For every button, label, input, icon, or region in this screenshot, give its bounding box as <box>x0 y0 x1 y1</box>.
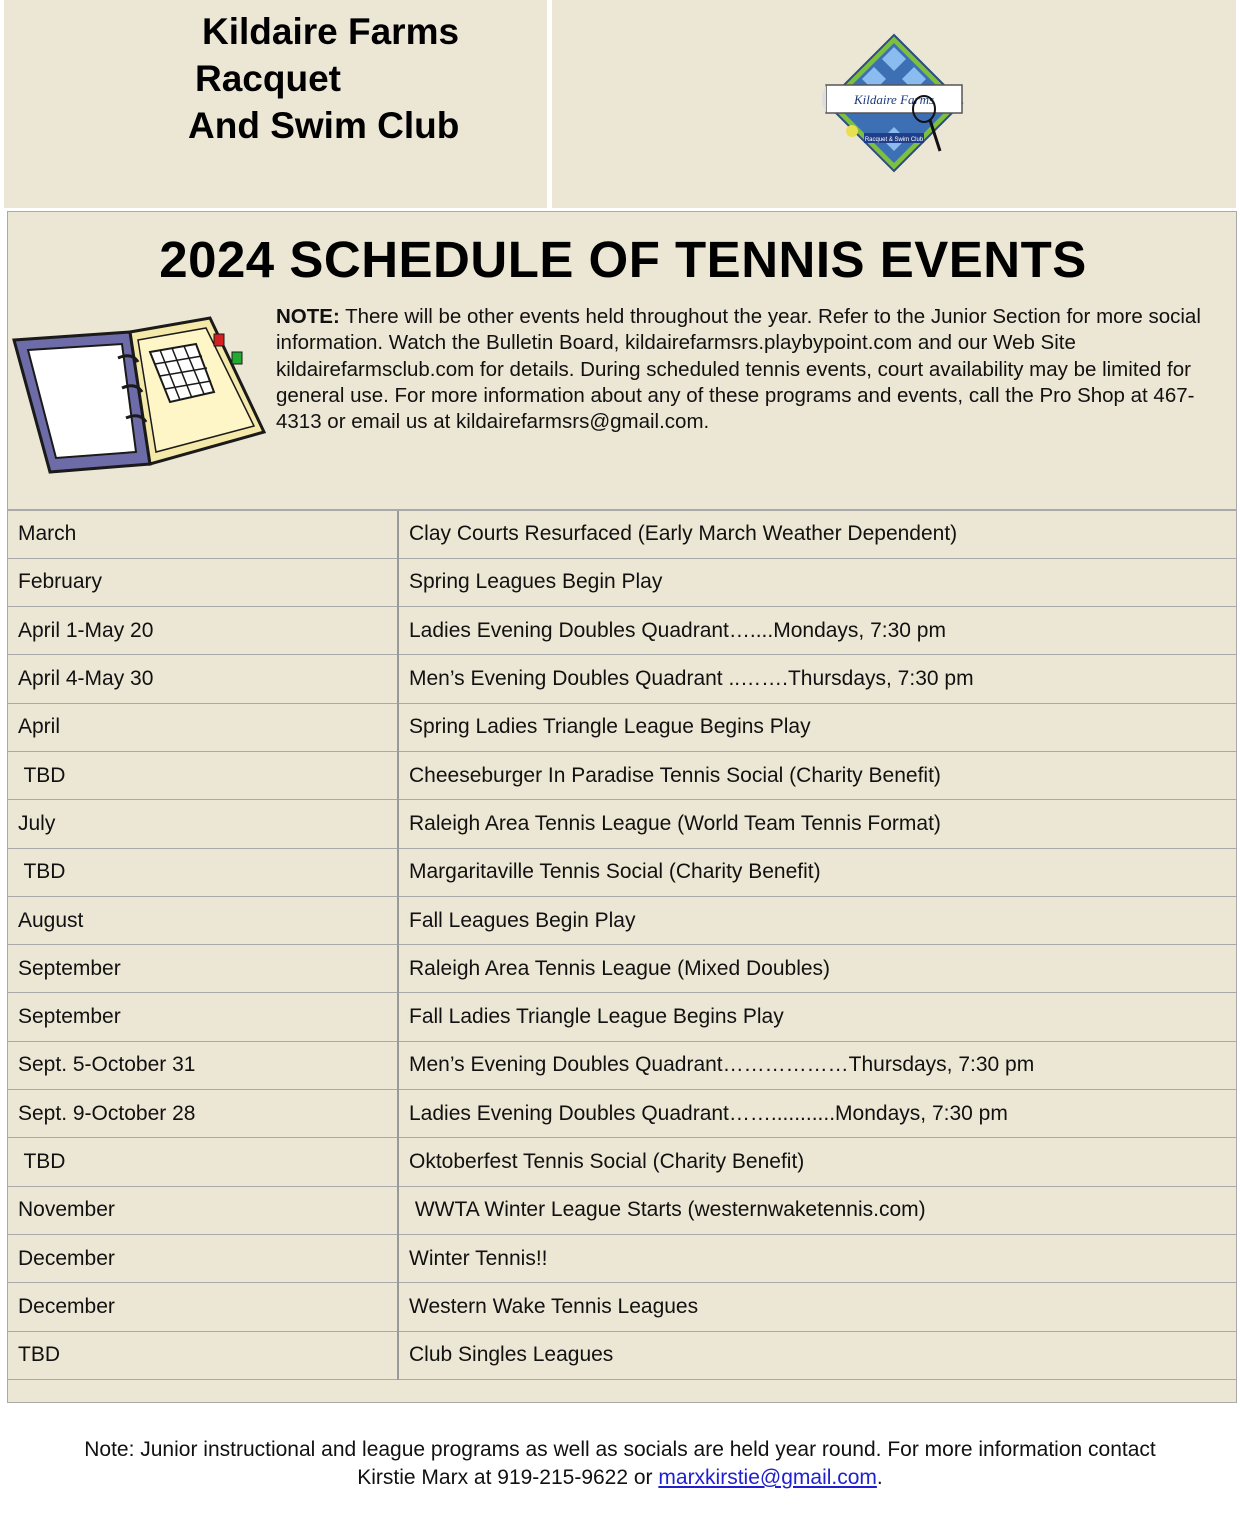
event-description: Men’s Evening Doubles Quadrant ..…….Thursdays, 7:30 pm <box>398 655 1236 703</box>
event-description: Men’s Evening Doubles Quadrant………………Thursdays, 7:30 pm <box>398 1041 1236 1089</box>
table-row <box>8 1138 1236 1186</box>
event-date: TBD <box>8 848 398 896</box>
event-date: Sept. 9-October 28 <box>8 1090 398 1138</box>
schedule-panel <box>7 211 1237 1403</box>
logo-subtext: Racquet & Swim Club <box>864 137 924 143</box>
table-row <box>8 1283 1236 1331</box>
event-description: Spring Leagues Begin Play <box>398 558 1236 606</box>
club-name-line1: Kildaire Farms <box>202 11 460 52</box>
club-name-line3: And Swim Club <box>188 105 460 146</box>
page-title: 2024 SCHEDULE OF TENNIS EVENTS <box>159 231 1087 288</box>
note-label: NOTE: <box>276 305 340 328</box>
event-description: Fall Ladies Triangle League Begins Play <box>398 993 1236 1041</box>
event-description: Clay Courts Resurfaced (Early March Weather Dependent) <box>398 510 1236 558</box>
event-date: August <box>8 896 398 944</box>
event-date: April 1-May 20 <box>8 607 398 655</box>
event-description: Ladies Evening Doubles Quadrant…....Mondays, 7:30 pm <box>398 607 1236 655</box>
event-description: Club Singles Leagues <box>398 1331 1236 1379</box>
event-description: WWTA Winter League Starts (westernwaketennis.com) <box>398 1186 1236 1234</box>
email-link[interactable]: marxkirstie@gmail.com <box>658 1466 877 1489</box>
event-date: February <box>8 558 398 606</box>
event-description: Raleigh Area Tennis League (Mixed Doubles) <box>398 945 1236 993</box>
table-row <box>8 1234 1236 1282</box>
table-row <box>8 703 1236 751</box>
header-logo-panel <box>552 0 1236 208</box>
footer-line2 <box>0 1464 1240 1492</box>
header-club-name-panel <box>4 0 547 208</box>
footer-note <box>0 1436 1240 1492</box>
event-date: September <box>8 945 398 993</box>
table-row <box>8 1041 1236 1089</box>
event-description: Margaritaville Tennis Social (Charity Benefit) <box>398 848 1236 896</box>
note-paragraph <box>276 304 1226 435</box>
events-table <box>8 509 1236 1380</box>
binder-icon <box>10 314 268 474</box>
table-row <box>8 655 1236 703</box>
footer-line2-suffix: . <box>876 1466 883 1489</box>
note-body: There will be other events held throughout the year. Refer to the Junior Section for more social information. Watch the Bulletin Board, kildairefarmsrs.playbypoint.com and our Web Site kildairefarmsclub.com for details. During scheduled tennis events, court availability may be limited for general use. For more information about any of these programs and events, call the Pro Shop at 467-4313 or email us at kildairefarmsrs@gmail.com. <box>276 305 1201 434</box>
club-name-line2: Racquet <box>195 58 341 99</box>
table-row <box>8 993 1236 1041</box>
table-row <box>8 751 1236 799</box>
table-row <box>8 896 1236 944</box>
event-date: TBD <box>8 1331 398 1379</box>
event-description: Spring Ladies Triangle League Begins Play <box>398 703 1236 751</box>
event-date: April 4-May 30 <box>8 655 398 703</box>
event-date: TBD <box>8 1138 398 1186</box>
event-description: Winter Tennis!! <box>398 1234 1236 1282</box>
club-logo <box>822 33 967 173</box>
table-row <box>8 510 1236 558</box>
event-date: September <box>8 993 398 1041</box>
event-description: Western Wake Tennis Leagues <box>398 1283 1236 1331</box>
event-description: Raleigh Area Tennis League (World Team Tennis Format) <box>398 800 1236 848</box>
table-row <box>8 1186 1236 1234</box>
table-row <box>8 558 1236 606</box>
event-date: April <box>8 703 398 751</box>
table-row <box>8 1090 1236 1138</box>
event-description: Fall Leagues Begin Play <box>398 896 1236 944</box>
event-date: TBD <box>8 751 398 799</box>
event-date: November <box>8 1186 398 1234</box>
footer-line2-prefix: Kirstie Marx at 919-215-9622 or <box>357 1466 659 1489</box>
event-date: December <box>8 1283 398 1331</box>
table-row <box>8 800 1236 848</box>
event-date: December <box>8 1234 398 1282</box>
footer-line1: Note: Junior instructional and league programs as well as socials are held year round. For more information contact <box>84 1438 1156 1461</box>
table-row <box>8 607 1236 655</box>
event-description: Ladies Evening Doubles Quadrant……...........Mondays, 7:30 pm <box>398 1090 1236 1138</box>
table-row <box>8 1331 1236 1379</box>
logo-text: Kildaire Farms <box>853 92 935 107</box>
event-date: July <box>8 800 398 848</box>
event-description: Cheeseburger In Paradise Tennis Social (Charity Benefit) <box>398 751 1236 799</box>
event-description: Oktoberfest Tennis Social (Charity Benefit) <box>398 1138 1236 1186</box>
event-date: Sept. 5-October 31 <box>8 1041 398 1089</box>
table-row <box>8 945 1236 993</box>
table-row <box>8 848 1236 896</box>
event-date: March <box>8 510 398 558</box>
